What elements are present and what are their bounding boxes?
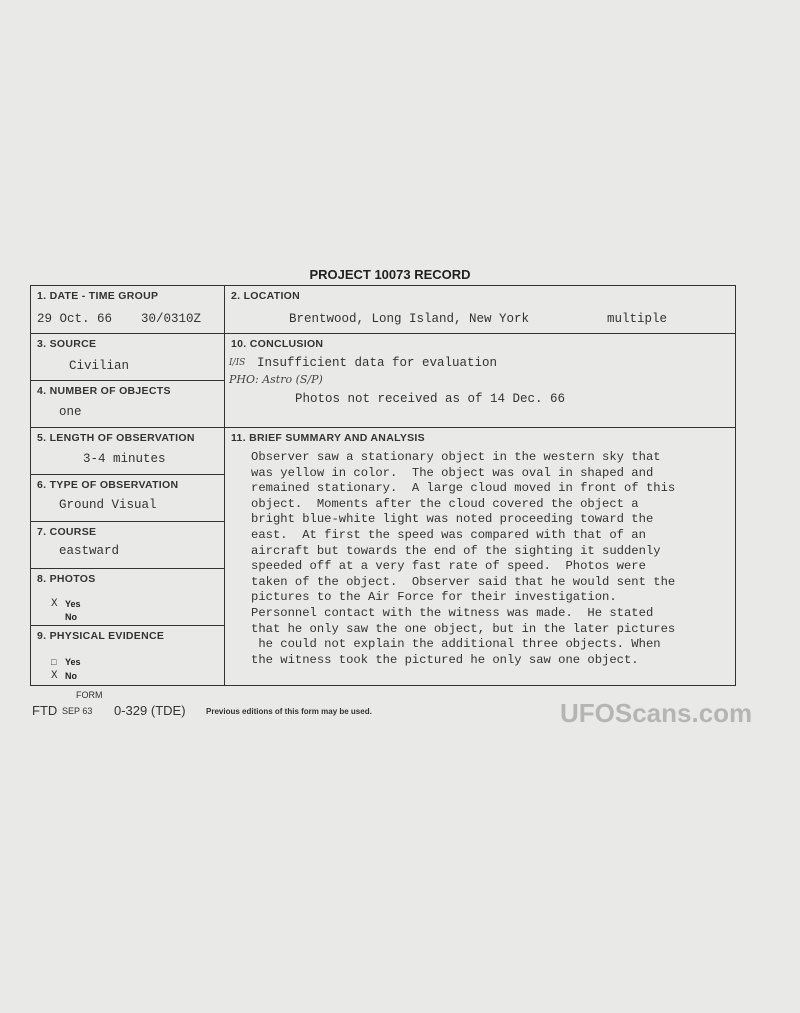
summary-text: [251, 450, 731, 668]
source-value: Civilian: [69, 359, 130, 373]
footer-form: FORM: [76, 690, 103, 700]
summary-line: object. Moments after the cloud covered the object a: [251, 496, 639, 511]
location-value: Brentwood, Long Island, New York: [289, 312, 530, 326]
evidence-yes-label: Yes: [65, 657, 81, 667]
summary-line: remained stationary. A large cloud moved in front of this: [251, 481, 676, 496]
date-label: 1. DATE - TIME GROUP: [37, 290, 159, 302]
summary-line: speeded off at a very fast rate of speed. Photos were: [251, 559, 646, 574]
form-title: PROJECT 10073 RECORD: [309, 267, 471, 282]
location-note: multiple: [607, 312, 668, 326]
conclusion-handwritten-code: I/IS: [229, 358, 246, 368]
summary-line: bright blue-white light was noted proceeding toward the: [251, 512, 654, 527]
objects-value: one: [59, 405, 82, 419]
conclusion-label: 10. CONCLUSION: [231, 338, 324, 350]
photos-no-label: No: [65, 612, 77, 622]
summary-line: Observer saw a stationary object in the western sky that: [251, 450, 661, 464]
physical-evidence: [30, 625, 225, 686]
photos-yes-label: Yes: [65, 599, 81, 609]
evidence-yes-checkbox: □: [51, 657, 57, 667]
date-time-group: [30, 285, 225, 334]
conclusion-value: Insufficient data for evaluation: [257, 356, 498, 370]
evidence-label: 9. PHYSICAL EVIDENCE: [37, 630, 165, 642]
evidence-no-label: No: [65, 671, 77, 681]
brief-summary: [224, 427, 736, 686]
photos-yes-checkmark: X: [51, 598, 58, 610]
footer-note: Previous editions of this form may be used.: [206, 707, 372, 716]
source-label: 3. SOURCE: [37, 338, 97, 350]
photos-label: 8. PHOTOS: [37, 573, 96, 585]
type-of-observation: [30, 474, 225, 522]
conclusion-note: Photos not received as of 14 Dec. 66: [295, 392, 566, 406]
source: [30, 333, 225, 381]
evidence-no-checkmark: X: [51, 670, 58, 682]
length-of-observation: [30, 427, 225, 475]
summary-line: aircraft but towards the end of the sighting it suddenly: [251, 543, 661, 558]
course-value: eastward: [59, 544, 120, 558]
conclusion-handwritten-note: PHO: Astro (S/P): [229, 373, 323, 386]
objects-label: 4. NUMBER OF OBJECTS: [37, 385, 171, 397]
location: [224, 285, 736, 334]
footer-date: SEP 63: [62, 706, 93, 716]
footer-ftd: FTD: [32, 703, 58, 718]
summary-line: he could not explain the additional three objects. When: [251, 637, 661, 652]
summary-line: pictures to the Air Force for their investigation.: [251, 590, 617, 605]
summary-label: 11. BRIEF SUMMARY AND ANALYSIS: [231, 432, 425, 444]
footer-form-number: 0-329 (TDE): [114, 703, 186, 718]
summary-line: Personnel contact with the witness was made. He stated: [251, 605, 654, 620]
summary-line: the witness took the pictured he only saw one object.: [251, 652, 639, 667]
summary-line: that he only saw the one object, but in the later pictures: [251, 621, 676, 636]
summary-line: was yellow in color. The object was oval in shaped and: [251, 465, 654, 480]
summary-line: east. At first the speed was compared with that of an: [251, 527, 646, 542]
watermark: UFOScans.com: [560, 698, 753, 728]
time-value: 30/0310Z: [141, 312, 202, 326]
type-value: Ground Visual: [59, 498, 157, 512]
location-label: 2. LOCATION: [231, 290, 301, 302]
type-label: 6. TYPE OF OBSERVATION: [37, 479, 179, 491]
course: [30, 521, 225, 569]
length-value: 3-4 minutes: [83, 452, 166, 466]
date-value: 29 Oct. 66: [37, 312, 113, 326]
length-label: 5. LENGTH OF OBSERVATION: [37, 432, 195, 444]
photos: [30, 568, 225, 626]
course-label: 7. COURSE: [37, 526, 97, 538]
conclusion: [224, 333, 736, 428]
summary-line: taken of the object. Observer said that he would sent the: [251, 574, 676, 589]
number-of-objects: [30, 380, 225, 428]
